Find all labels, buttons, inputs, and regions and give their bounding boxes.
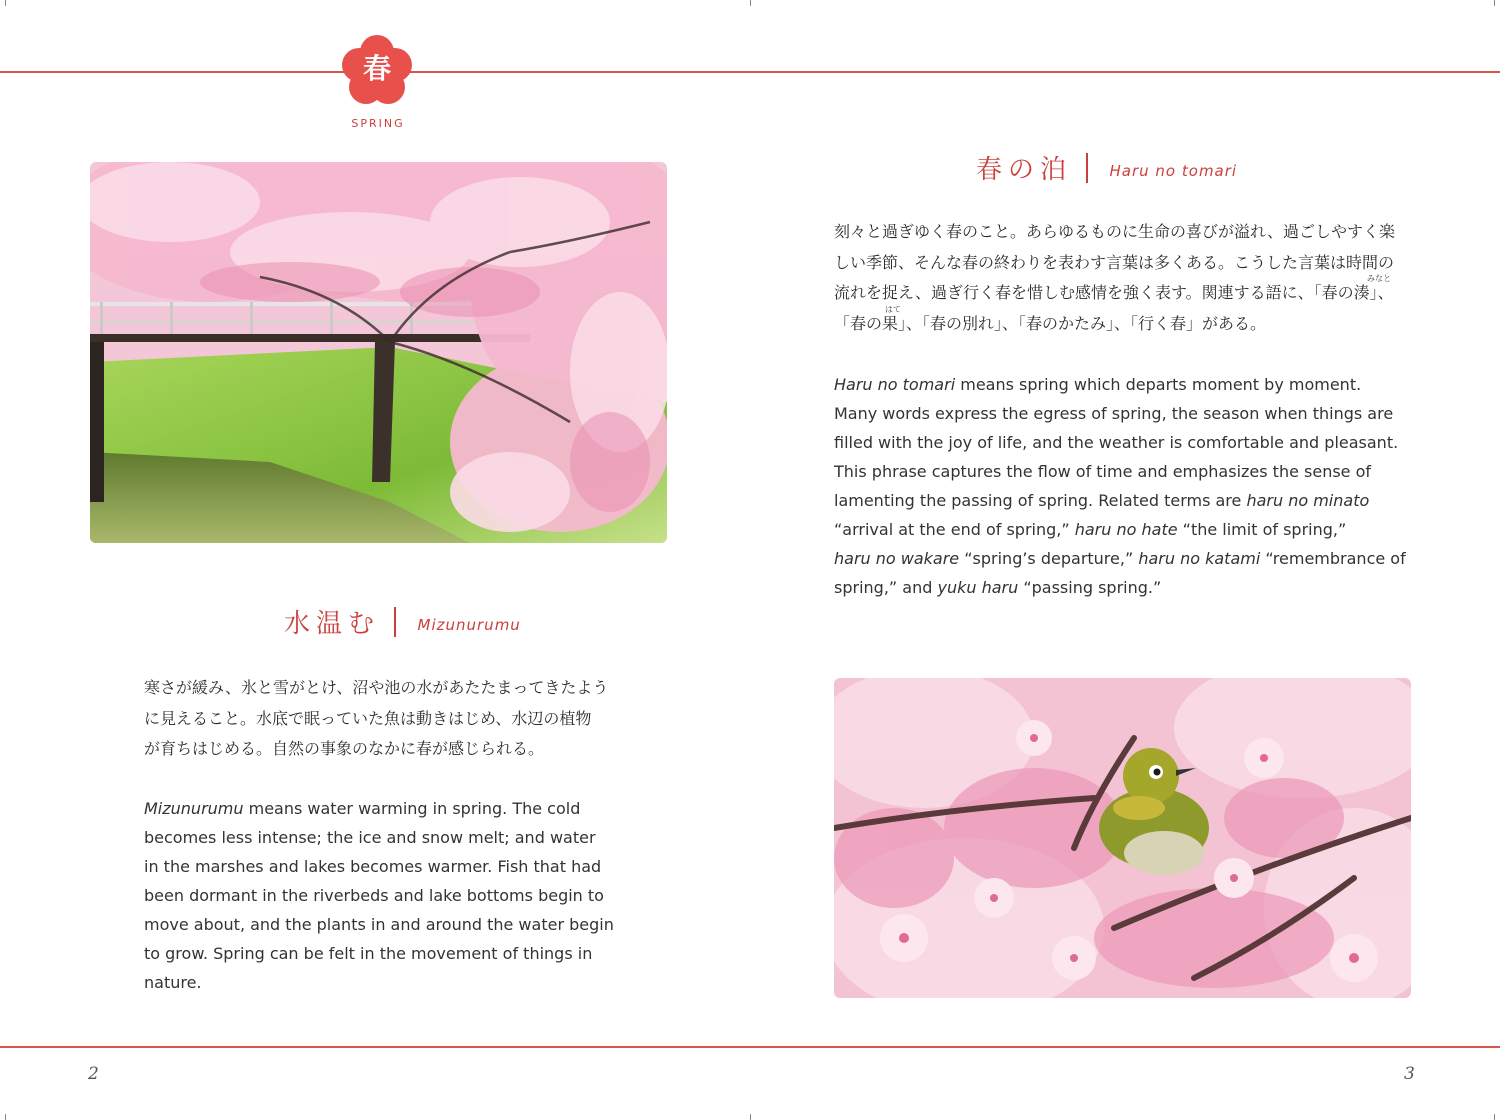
text-line: becomes less intense; the ice and snow melt; and water	[144, 828, 596, 847]
crop-mark	[750, 1114, 751, 1120]
text-line: 刻々と過ぎゆく春のこと。あらゆるものに生命の喜びが溢れ、過ごしやすく楽	[834, 222, 1395, 241]
text-line: to grow. Spring can be felt in the movement of things in	[144, 944, 593, 963]
crop-mark	[750, 0, 751, 6]
left-english-text	[144, 794, 614, 997]
plum-blossom-badge	[338, 32, 416, 110]
text-line	[834, 370, 1406, 399]
term-italic: haru no minato	[1246, 491, 1370, 510]
text-line: filled with the joy of life, and the weather is comfortable and pleasant.	[834, 433, 1399, 452]
season-label: SPRING	[351, 117, 405, 130]
term-italic: haru no hate	[1074, 520, 1178, 539]
season-kanji: 春	[362, 52, 391, 85]
text-line	[834, 573, 1406, 602]
heading-japanese: 水温む	[284, 609, 381, 639]
right-heading	[976, 149, 1237, 186]
text-run: “the limit of spring,”	[1177, 520, 1347, 539]
page-number-left: 2	[88, 1064, 99, 1084]
heading-romaji: Mizunurumu	[417, 615, 521, 634]
text-run: “passing spring.”	[1018, 578, 1162, 597]
text-run: means water warming in spring. The cold	[243, 799, 581, 818]
text-run: “arrival at the end of spring,”	[834, 520, 1075, 539]
text-run: “remembrance of	[1260, 549, 1406, 568]
right-japanese-text	[834, 217, 1395, 339]
page-number-right: 3	[1404, 1064, 1415, 1084]
heading-divider	[394, 607, 396, 637]
text-run: spring,” and	[834, 578, 938, 597]
bottom-rule	[0, 1046, 1500, 1048]
text-line: in the marshes and lakes becomes warmer. Fish that had	[144, 857, 602, 876]
left-japanese-text	[144, 673, 608, 765]
right-english-text	[834, 370, 1406, 602]
furigana-hate: はて	[885, 305, 901, 314]
heading-divider	[1086, 153, 1088, 183]
text-line: 寒さが緩み、氷と雪がとけ、沼や池の水があたたまってきたよう	[144, 678, 609, 697]
furigana-minato: みなと	[1367, 274, 1391, 283]
text-line: が育ちはじめる。自然の事象のなかに春が感じられる。	[144, 739, 545, 758]
text-line: しい季節、そんな春の終わりを表わす言葉は多くある。こうした言葉は時間の	[834, 252, 1395, 272]
cherry-blossom-bridge-photo	[90, 162, 667, 543]
text-run: “spring’s departure,”	[959, 549, 1139, 568]
text-line: 流れを捉え、過ぎ行く春を惜しむ感情を強く表す。関連する語に、「春の湊」、	[834, 283, 1394, 302]
text-line	[834, 486, 1406, 515]
term-italic: haru no wakare	[834, 549, 960, 568]
text-line	[144, 794, 614, 823]
term-italic: Mizunurumu	[144, 799, 244, 818]
term-italic: haru no katami	[1138, 549, 1261, 568]
text-line: 「春の果」、「春の別れ」、「春のかたみ」、「行く春」がある。	[834, 313, 1267, 333]
crop-mark	[5, 1114, 6, 1120]
white-eye-bird-photo	[834, 678, 1411, 998]
term-italic: Haru no tomari	[834, 375, 956, 394]
text-line: move about, and the plants in and around the water begin	[144, 915, 614, 934]
crop-mark	[1494, 1114, 1495, 1120]
text-line: been dormant in the riverbeds and lake bottoms begin to	[144, 886, 604, 905]
left-heading	[284, 603, 521, 640]
text-line	[834, 544, 1406, 573]
heading-romaji: Haru no tomari	[1109, 161, 1238, 180]
text-line: This phrase captures the flow of time and emphasizes the sense of	[834, 462, 1372, 481]
text-run: lamenting the passing of spring. Related terms are	[834, 491, 1247, 510]
heading-japanese: 春の泊	[976, 155, 1073, 185]
top-rule	[0, 71, 1500, 73]
term-italic: yuku haru	[937, 578, 1019, 597]
text-line: に見えること。水底で眠っていた魚は動きはじめ、水辺の植物	[144, 708, 592, 728]
crop-mark	[1494, 0, 1495, 6]
text-line: Many words express the egress of spring, the season when things are	[834, 404, 1394, 423]
crop-mark	[5, 0, 6, 6]
text-line	[834, 515, 1406, 544]
text-run: means spring which departs moment by moment.	[955, 375, 1362, 394]
text-line: nature.	[144, 973, 202, 992]
